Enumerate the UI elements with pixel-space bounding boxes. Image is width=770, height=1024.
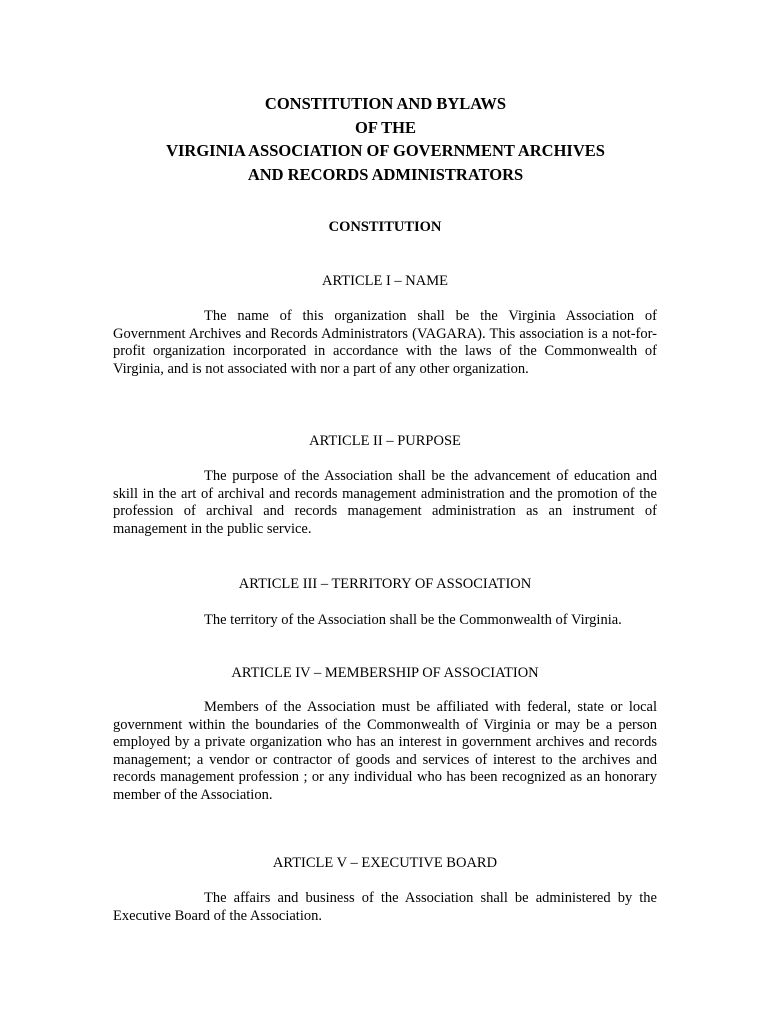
title-line-3: VIRGINIA ASSOCIATION OF GOVERNMENT ARCHIVES xyxy=(166,141,605,160)
article-5-heading: ARTICLE V – EXECUTIVE BOARD xyxy=(272,855,498,871)
article-2-heading: ARTICLE II – PURPOSE xyxy=(309,433,461,449)
article-4-body: Members of the Association must be affiliated with federal, state or local government within the boundaries of the Commonwealth of Virginia or may be a person employed by a private organization who has an interest in government archives and records management; a vendor or contractor of goods and services of interest to the archives and records management profession ; or any individual who has been recognized as an honorary member of the Association. xyxy=(113,699,657,803)
document-title xyxy=(0,92,770,186)
article-2-body: The purpose of the Association shall be the advancement of education and skill in the art of archival and records management administration and the promotion of the profession of archival and records management administration as an instrument of management in the public service. xyxy=(113,468,657,537)
title-line-1: CONSTITUTION AND BYLAWS xyxy=(264,94,507,113)
section-heading-constitution: CONSTITUTION xyxy=(328,219,442,235)
article-1-body: The name of this organization shall be the Virginia Association of Government Archives and Records Administrators (VAGARA). This association is a not-for-profit organization incorporated in accordance with the laws of the Commonwealth of Virginia, and is not associated with nor a part of any other organization. xyxy=(113,308,657,377)
title-line-4: AND RECORDS ADMINISTRATORS xyxy=(247,164,524,184)
article-3-heading: ARTICLE III – TERRITORY OF ASSOCIATION xyxy=(238,576,532,592)
article-3-body: The territory of the Association shall be the Commonwealth of Virginia. xyxy=(204,612,622,628)
article-5-body: The affairs and business of the Association shall be administered by the Executive Board of the Association. xyxy=(113,890,657,924)
title-line-2: OF THE xyxy=(355,117,416,137)
article-1-heading: ARTICLE I – NAME xyxy=(322,273,448,289)
article-4-heading: ARTICLE IV – MEMBERSHIP OF ASSOCIATION xyxy=(231,665,539,681)
